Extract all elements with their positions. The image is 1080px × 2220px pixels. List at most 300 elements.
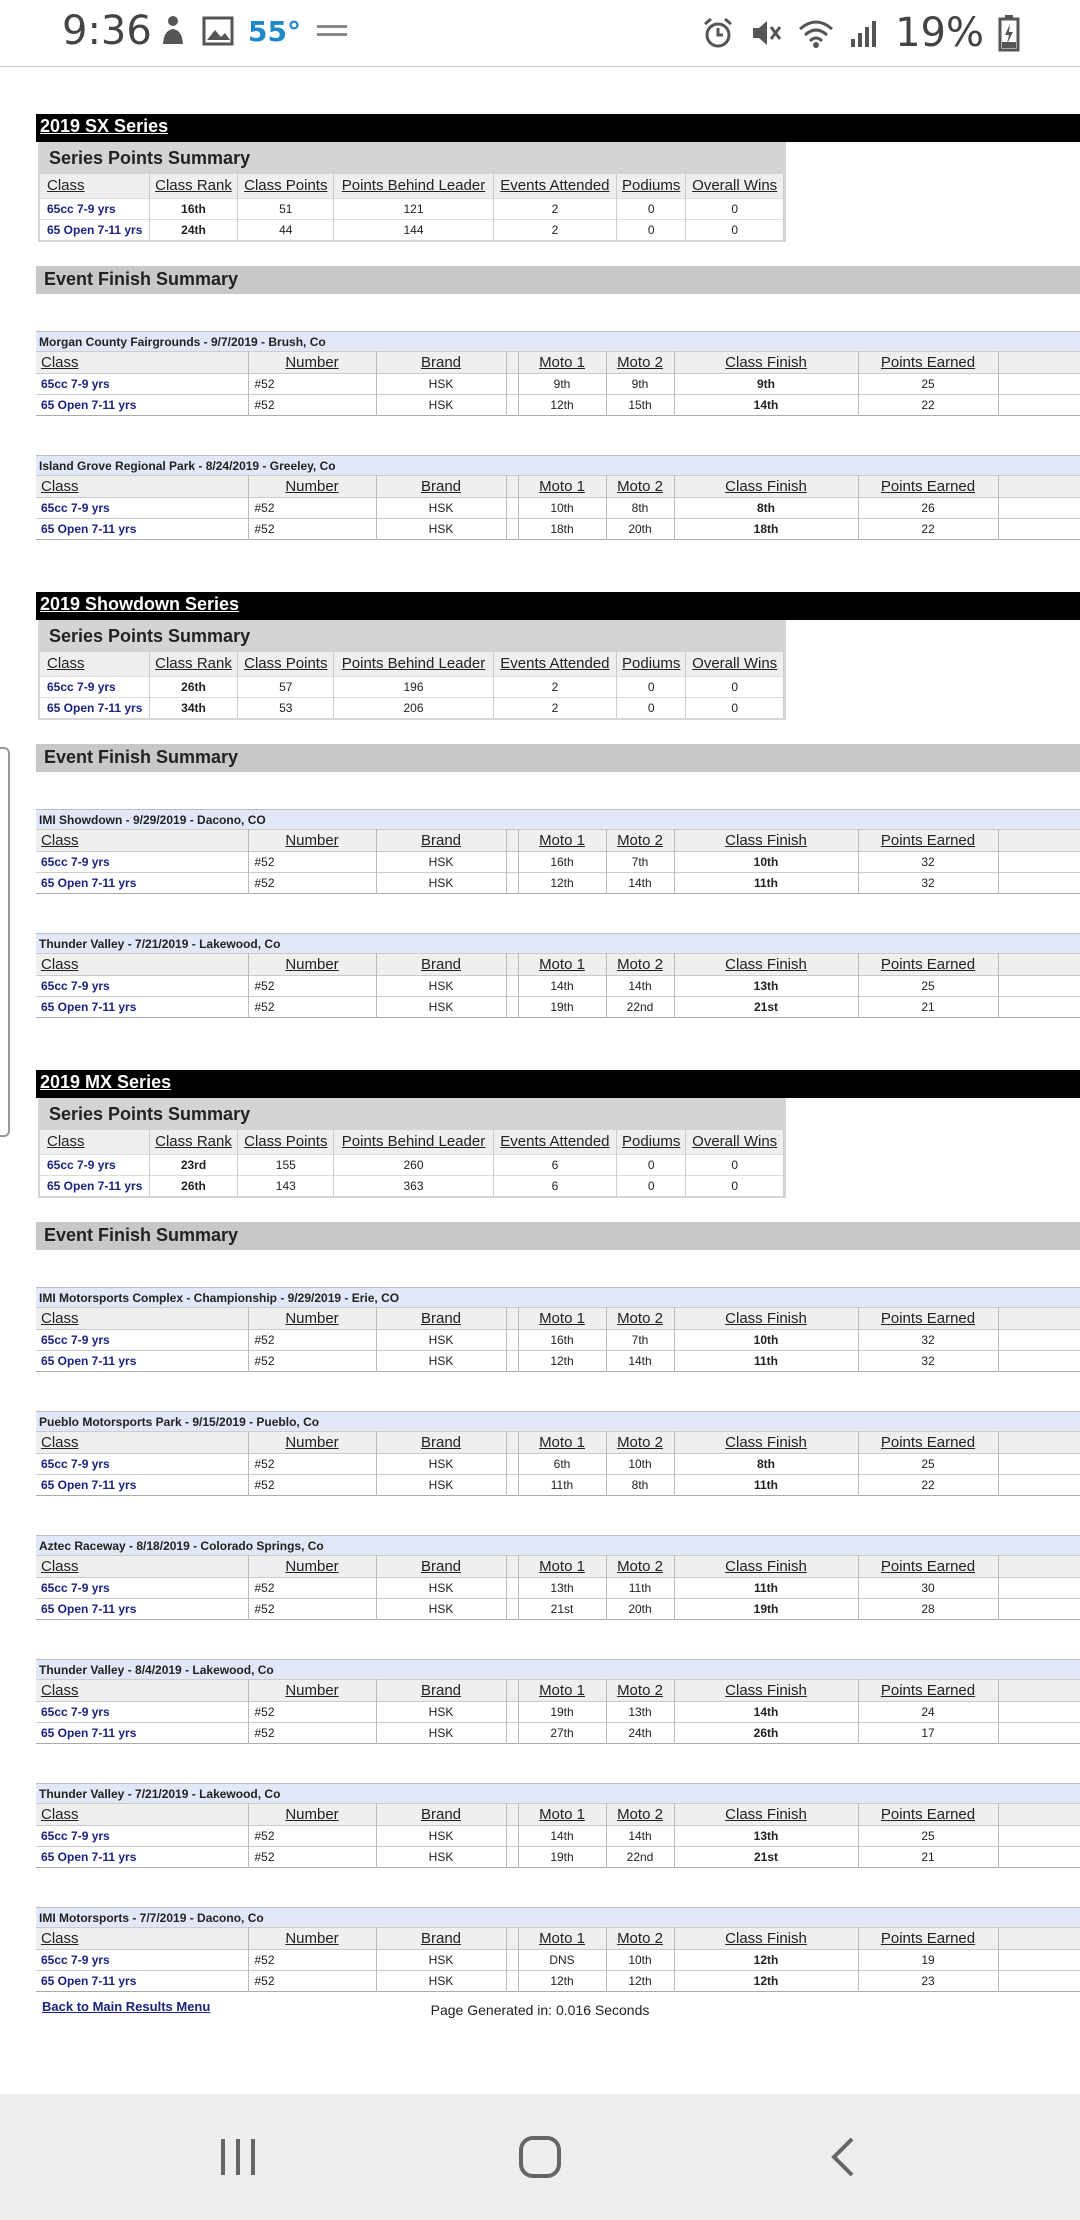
points-column-header: Events Attended (493, 174, 616, 198)
class-name: 65cc 7-9 yrs (36, 1950, 248, 1971)
event-column-header: Points Earned (858, 1804, 998, 1826)
event-column-header (506, 1804, 518, 1826)
result-cell: #52 (248, 852, 376, 873)
result-cell: HSK (376, 519, 506, 540)
results-page[interactable] (0, 64, 1080, 2094)
result-cell: #52 (248, 1578, 376, 1599)
blank-cell (998, 1847, 1080, 1868)
event-block (36, 809, 1080, 894)
points-cell: 0 (686, 1175, 784, 1196)
event-results-table (36, 953, 1080, 1018)
points-column-header: Class (40, 174, 149, 198)
result-cell: 11th (606, 1578, 674, 1599)
clock: 9:36 (62, 8, 152, 54)
points-cell: 2 (493, 676, 616, 697)
points-row (40, 1175, 784, 1196)
points-cell: 196 (334, 676, 494, 697)
temperature: 55° (248, 14, 301, 48)
result-cell: 13th (518, 1578, 606, 1599)
event-row (36, 976, 1080, 997)
blank-cell (998, 1351, 1080, 1372)
event-row (36, 374, 1080, 395)
points-column-header: Overall Wins (686, 652, 784, 676)
result-cell (506, 1847, 518, 1868)
result-cell: 22nd (606, 1847, 674, 1868)
event-block (36, 1659, 1080, 1744)
event-header-row (36, 1308, 1080, 1330)
result-cell: 14th (518, 1826, 606, 1847)
points-cell: 0 (617, 676, 686, 697)
event-row (36, 1826, 1080, 1847)
event-column-header: Points Earned (858, 1680, 998, 1702)
blank-cell (998, 1330, 1080, 1351)
result-cell: #52 (248, 395, 376, 416)
result-cell: 22 (858, 1475, 998, 1496)
result-cell: 28 (858, 1599, 998, 1620)
result-cell: #52 (248, 498, 376, 519)
result-cell: 14th (606, 976, 674, 997)
class-name: 65 Open 7-11 yrs (36, 1351, 248, 1372)
result-cell: 12th (674, 1971, 858, 1992)
blank-cell (998, 997, 1080, 1018)
event-column-header: Brand (376, 1432, 506, 1454)
back-button[interactable] (814, 2134, 874, 2180)
result-cell: 13th (674, 1826, 858, 1847)
result-cell: 9th (606, 374, 674, 395)
event-column-header: Brand (376, 352, 506, 374)
event-column-header (506, 830, 518, 852)
points-cell: 24th (149, 219, 238, 240)
event-results-table (36, 829, 1080, 894)
event-column-header: Class (36, 352, 248, 374)
result-cell: #52 (248, 1599, 376, 1620)
points-cell: 0 (617, 219, 686, 240)
result-cell: 10th (674, 852, 858, 873)
result-cell (506, 852, 518, 873)
points-column-header: Class (40, 652, 149, 676)
event-block (36, 455, 1080, 540)
result-cell: #52 (248, 1330, 376, 1351)
points-column-header: Class Rank (149, 1130, 238, 1154)
blank-cell (998, 1702, 1080, 1723)
points-cell: 155 (238, 1154, 334, 1175)
blank-cell (998, 374, 1080, 395)
event-column-header: Points Earned (858, 352, 998, 374)
event-column-header: Number (248, 1804, 376, 1826)
result-cell: 25 (858, 1454, 998, 1475)
points-cell: 0 (617, 1175, 686, 1196)
event-row (36, 1599, 1080, 1620)
event-column-header: Points Earned (858, 1928, 998, 1950)
class-name: 65cc 7-9 yrs (36, 1826, 248, 1847)
result-cell (506, 498, 518, 519)
result-cell: 12th (518, 1971, 606, 1992)
event-column-header: Moto 1 (518, 1804, 606, 1826)
result-cell: 6th (518, 1454, 606, 1475)
event-column-header (506, 954, 518, 976)
event-column-header: Points Earned (858, 476, 998, 498)
class-name: 65cc 7-9 yrs (36, 1454, 248, 1475)
result-cell: HSK (376, 852, 506, 873)
points-table (40, 1130, 784, 1196)
event-block (36, 1783, 1080, 1868)
result-cell: 10th (518, 498, 606, 519)
class-name: 65cc 7-9 yrs (40, 198, 149, 219)
event-finish-summary-header: Event Finish Summary (36, 266, 1080, 294)
result-cell: 26th (674, 1723, 858, 1744)
event-column-header: Class (36, 954, 248, 976)
result-cell: 21st (674, 1847, 858, 1868)
event-title: Morgan County Fairgrounds - 9/7/2019 - Brush, Co (36, 331, 1080, 351)
points-cell: 0 (617, 198, 686, 219)
blank-cell (998, 1971, 1080, 1992)
result-cell (506, 1826, 518, 1847)
points-cell: 26th (149, 676, 238, 697)
event-column-header: Moto 2 (606, 830, 674, 852)
event-column-header (998, 352, 1080, 374)
points-row (40, 1154, 784, 1175)
result-cell: 10th (674, 1330, 858, 1351)
event-column-header: Moto 2 (606, 1680, 674, 1702)
blank-cell (998, 395, 1080, 416)
blank-cell (998, 976, 1080, 997)
event-column-header: Brand (376, 476, 506, 498)
result-cell: HSK (376, 1950, 506, 1971)
home-button[interactable] (510, 2134, 570, 2180)
blank-cell (998, 1454, 1080, 1475)
event-row (36, 1351, 1080, 1372)
result-cell: #52 (248, 1351, 376, 1372)
points-column-header: Events Attended (493, 1130, 616, 1154)
person-icon (158, 14, 188, 48)
event-column-header: Moto 2 (606, 1308, 674, 1330)
event-column-header (506, 1556, 518, 1578)
event-column-header (998, 954, 1080, 976)
result-cell: HSK (376, 1599, 506, 1620)
event-column-header: Moto 1 (518, 1680, 606, 1702)
points-cell: 16th (149, 198, 238, 219)
points-column-header: Podiums (617, 652, 686, 676)
event-column-header (998, 1432, 1080, 1454)
class-name: 65 Open 7-11 yrs (40, 697, 149, 718)
series-points-summary (38, 620, 786, 720)
class-name: 65cc 7-9 yrs (36, 976, 248, 997)
points-cell: 26th (149, 1175, 238, 1196)
event-column-header: Class Finish (674, 830, 858, 852)
blank-cell (998, 1826, 1080, 1847)
class-name: 65cc 7-9 yrs (40, 1154, 149, 1175)
points-cell: 144 (334, 219, 494, 240)
event-column-header: Moto 1 (518, 1928, 606, 1950)
event-column-header: Class (36, 830, 248, 852)
event-column-header: Class Finish (674, 352, 858, 374)
event-row (36, 1475, 1080, 1496)
result-cell (506, 1454, 518, 1475)
points-header-row (40, 1130, 784, 1154)
points-cell: 44 (238, 219, 334, 240)
class-name: 65 Open 7-11 yrs (36, 997, 248, 1018)
points-cell: 143 (238, 1175, 334, 1196)
result-cell: 25 (858, 976, 998, 997)
event-column-header: Moto 2 (606, 476, 674, 498)
event-column-header: Moto 2 (606, 1432, 674, 1454)
result-cell: HSK (376, 976, 506, 997)
result-cell: 15th (606, 395, 674, 416)
event-results-table (36, 351, 1080, 416)
event-column-header (506, 1928, 518, 1950)
points-column-header: Class Rank (149, 652, 238, 676)
class-name: 65cc 7-9 yrs (36, 1330, 248, 1351)
result-cell: 12th (674, 1950, 858, 1971)
class-name: 65 Open 7-11 yrs (36, 1847, 248, 1868)
result-cell: 14th (674, 395, 858, 416)
blank-cell (998, 519, 1080, 540)
class-name: 65 Open 7-11 yrs (36, 1599, 248, 1620)
points-column-header: Class Points (238, 174, 334, 198)
event-block (36, 1411, 1080, 1496)
result-cell: #52 (248, 1826, 376, 1847)
result-cell (506, 1971, 518, 1992)
result-cell: 11th (674, 1475, 858, 1496)
event-column-header: Brand (376, 830, 506, 852)
result-cell: HSK (376, 1847, 506, 1868)
event-column-header: Moto 2 (606, 1556, 674, 1578)
event-column-header: Number (248, 954, 376, 976)
result-cell: 11th (674, 1578, 858, 1599)
event-column-header: Class (36, 1556, 248, 1578)
event-column-header: Moto 1 (518, 1432, 606, 1454)
recent-apps-button[interactable] (208, 2134, 268, 2180)
event-column-header (506, 1432, 518, 1454)
points-row (40, 198, 784, 219)
result-cell: #52 (248, 1971, 376, 1992)
event-header-row (36, 1432, 1080, 1454)
series-header[interactable]: 2019 Showdown Series (36, 592, 1080, 620)
event-block (36, 1287, 1080, 1372)
result-cell: HSK (376, 1578, 506, 1599)
event-column-header: Class Finish (674, 1928, 858, 1950)
result-cell: 22 (858, 395, 998, 416)
event-column-header: Moto 2 (606, 352, 674, 374)
result-cell: HSK (376, 1475, 506, 1496)
event-column-header: Number (248, 1680, 376, 1702)
result-cell: 19th (674, 1599, 858, 1620)
event-header-row (36, 1556, 1080, 1578)
event-column-header (998, 1928, 1080, 1950)
points-cell: 34th (149, 697, 238, 718)
event-results-table (36, 1307, 1080, 1372)
points-cell: 57 (238, 676, 334, 697)
class-name: 65 Open 7-11 yrs (40, 219, 149, 240)
series-header[interactable]: 2019 MX Series (36, 1070, 1080, 1098)
class-name: 65 Open 7-11 yrs (36, 395, 248, 416)
event-title: Island Grove Regional Park - 8/24/2019 - Greeley, Co (36, 455, 1080, 475)
result-cell: 12th (518, 1351, 606, 1372)
event-column-header: Number (248, 830, 376, 852)
event-column-header (998, 830, 1080, 852)
battery-percent: 19% (895, 10, 984, 56)
event-row (36, 997, 1080, 1018)
result-cell: #52 (248, 997, 376, 1018)
event-column-header: Moto 1 (518, 352, 606, 374)
result-cell: 16th (518, 1330, 606, 1351)
result-cell: 11th (674, 873, 858, 894)
event-row (36, 498, 1080, 519)
event-header-row (36, 476, 1080, 498)
event-column-header: Class (36, 1804, 248, 1826)
points-cell: 0 (686, 676, 784, 697)
event-column-header (998, 476, 1080, 498)
result-cell: 19th (518, 1702, 606, 1723)
result-cell: #52 (248, 374, 376, 395)
event-column-header (998, 1556, 1080, 1578)
result-cell: 14th (606, 1351, 674, 1372)
result-cell: 25 (858, 374, 998, 395)
event-block (36, 1907, 1080, 1992)
blank-cell (998, 852, 1080, 873)
home-icon (518, 2135, 562, 2179)
event-title: IMI Motorsports - 7/7/2019 - Dacono, Co (36, 1907, 1080, 1927)
points-column-header: Class (40, 1130, 149, 1154)
result-cell (506, 997, 518, 1018)
result-cell: 19th (518, 1847, 606, 1868)
event-column-header (506, 1680, 518, 1702)
event-row (36, 873, 1080, 894)
result-cell (506, 395, 518, 416)
event-results-table (36, 1927, 1080, 1992)
result-cell: HSK (376, 997, 506, 1018)
result-cell: HSK (376, 1971, 506, 1992)
blank-cell (998, 1950, 1080, 1971)
result-cell (506, 1702, 518, 1723)
event-row (36, 395, 1080, 416)
result-cell: 14th (606, 1826, 674, 1847)
event-column-header: Points Earned (858, 954, 998, 976)
result-cell: 8th (606, 1475, 674, 1496)
points-column-header: Events Attended (493, 652, 616, 676)
event-row (36, 1723, 1080, 1744)
points-table (40, 652, 784, 718)
result-cell: #52 (248, 1454, 376, 1475)
result-cell (506, 1950, 518, 1971)
event-results-table (36, 1803, 1080, 1868)
edge-panel-handle[interactable] (0, 747, 10, 1137)
event-title: IMI Showdown - 9/29/2019 - Dacono, CO (36, 809, 1080, 829)
event-column-header: Moto 1 (518, 1556, 606, 1578)
notification-icons (158, 14, 349, 48)
result-cell: 11th (518, 1475, 606, 1496)
event-results-table (36, 1679, 1080, 1744)
navigation-bar (0, 2094, 1080, 2220)
event-finish-summary-header: Event Finish Summary (36, 744, 1080, 772)
result-cell: 27th (518, 1723, 606, 1744)
class-name: 65cc 7-9 yrs (36, 498, 248, 519)
back-to-main-results-link[interactable]: Back to Main Results Menu (42, 1999, 211, 2014)
event-row (36, 1702, 1080, 1723)
result-cell: 19 (858, 1950, 998, 1971)
points-cell: 121 (334, 198, 494, 219)
event-title: Thunder Valley - 8/4/2019 - Lakewood, Co (36, 1659, 1080, 1679)
event-block (36, 933, 1080, 1018)
event-results-table (36, 1555, 1080, 1620)
event-column-header: Moto 1 (518, 954, 606, 976)
result-cell: 24th (606, 1723, 674, 1744)
result-cell (506, 519, 518, 540)
points-column-header: Points Behind Leader (334, 174, 494, 198)
result-cell: 10th (606, 1454, 674, 1475)
points-cell: 6 (493, 1154, 616, 1175)
result-cell: 18th (674, 519, 858, 540)
event-title: IMI Motorsports Complex - Championship - 9/29/2019 - Erie, CO (36, 1287, 1080, 1307)
points-cell: 206 (334, 697, 494, 718)
series-header[interactable]: 2019 SX Series (36, 114, 1080, 142)
result-cell: 22 (858, 519, 998, 540)
result-cell: 14th (674, 1702, 858, 1723)
result-cell: #52 (248, 1723, 376, 1744)
points-summary-title: Series Points Summary (40, 622, 784, 652)
event-column-header: Number (248, 1308, 376, 1330)
result-cell: 13th (674, 976, 858, 997)
result-cell: 26 (858, 498, 998, 519)
result-cell: 21 (858, 997, 998, 1018)
mute-icon (749, 16, 783, 50)
event-column-header: Moto 2 (606, 1928, 674, 1950)
event-column-header: Points Earned (858, 1308, 998, 1330)
result-cell: 14th (518, 976, 606, 997)
event-column-header: Points Earned (858, 1556, 998, 1578)
result-cell: HSK (376, 1723, 506, 1744)
points-column-header: Podiums (617, 174, 686, 198)
result-cell: #52 (248, 976, 376, 997)
blank-cell (998, 1599, 1080, 1620)
points-cell: 363 (334, 1175, 494, 1196)
result-cell: HSK (376, 498, 506, 519)
result-cell: HSK (376, 1351, 506, 1372)
event-column-header: Moto 1 (518, 476, 606, 498)
event-column-header: Class Finish (674, 1556, 858, 1578)
result-cell (506, 374, 518, 395)
points-column-header: Podiums (617, 1130, 686, 1154)
points-cell: 53 (238, 697, 334, 718)
event-column-header (998, 1680, 1080, 1702)
points-cell: 260 (334, 1154, 494, 1175)
event-column-header: Brand (376, 1680, 506, 1702)
blank-cell (998, 1723, 1080, 1744)
signal-icon (849, 17, 881, 49)
event-column-header (506, 476, 518, 498)
points-column-header: Points Behind Leader (334, 1130, 494, 1154)
result-cell: 8th (674, 498, 858, 519)
points-row (40, 697, 784, 718)
event-block (36, 1535, 1080, 1620)
class-name: 65cc 7-9 yrs (40, 676, 149, 697)
result-cell: 9th (518, 374, 606, 395)
class-name: 65 Open 7-11 yrs (40, 1175, 149, 1196)
points-cell: 0 (686, 198, 784, 219)
event-column-header: Number (248, 1928, 376, 1950)
battery-charging-icon (998, 14, 1020, 52)
back-icon (826, 2135, 862, 2179)
event-column-header (506, 352, 518, 374)
alarm-icon (701, 16, 735, 50)
event-column-header: Moto 2 (606, 1804, 674, 1826)
result-cell (506, 1351, 518, 1372)
result-cell: 30 (858, 1578, 998, 1599)
result-cell: #52 (248, 519, 376, 540)
event-column-header: Number (248, 476, 376, 498)
event-row (36, 1847, 1080, 1868)
result-cell: 20th (606, 519, 674, 540)
